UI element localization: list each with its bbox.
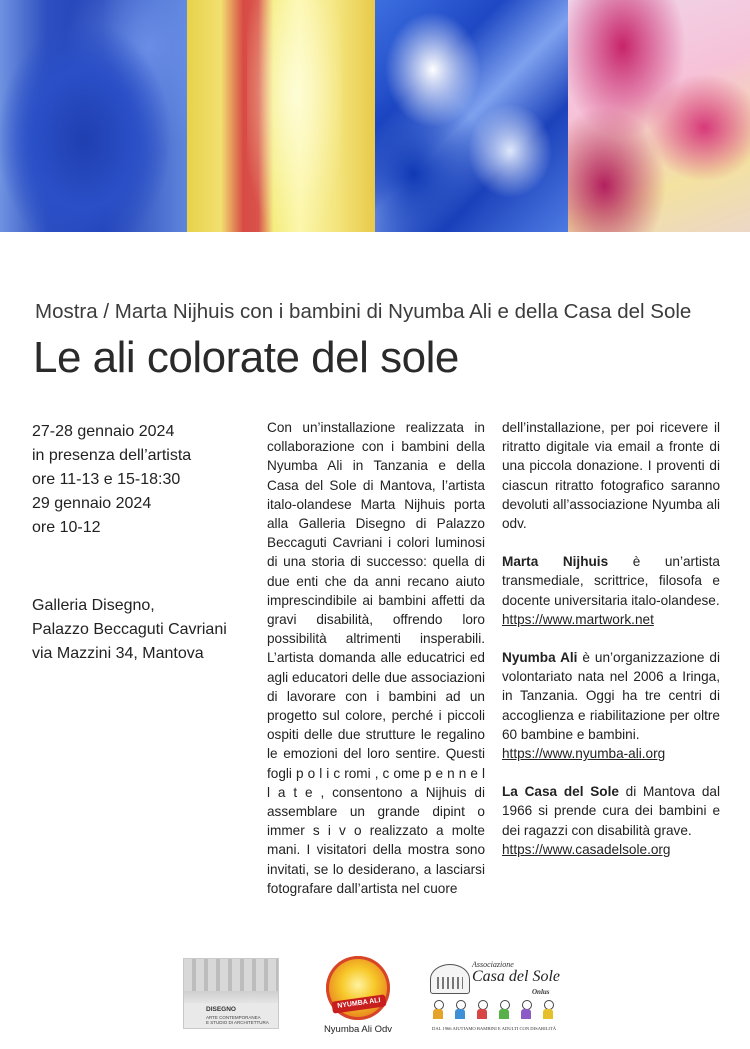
bio-nyumba-text: è un’organizzazione di volontariato nata nel 2006 a Iringa, in Tanzania. Oggi ha tre centri di accoglienza e riabilitazione per oltre 60 bambine e bambini. [502, 650, 720, 742]
exhibition-subtitle: Mostra / Marta Nijhuis con i bambini di Nyumba Ali e della Casa del Sole [35, 300, 692, 323]
venue-line: Palazzo Beccaguti Cavriani [32, 621, 227, 638]
artwork-banner [0, 0, 750, 232]
bio-casa [502, 782, 720, 840]
schedule-line: ore 10-12 [32, 519, 101, 536]
artwork-panel-yellow-red [187, 0, 375, 232]
bio-casa-text: di Mantova dal 1966 si prende cura dei bambini e dei ragazzi con disabilità grave. [502, 784, 720, 838]
venue-line: via Mazzini 34, Mantova [32, 645, 204, 662]
house-icon [430, 964, 470, 994]
gallery-arch-image [184, 959, 278, 1003]
bio-marta-text: è un’artista transmediale, scrittrice, filosofa e docente universitaria italo-olandese. [502, 554, 720, 608]
schedule-line: 29 gennaio 2024 [32, 495, 152, 512]
disegno-logo [183, 958, 279, 1029]
bio-nyumba-name: Nyumba Ali [502, 650, 578, 666]
schedule [32, 420, 252, 540]
link-casa-del-sole[interactable]: https://www.casadelsole.org [502, 841, 671, 857]
bios-column [502, 418, 720, 859]
schedule-line: 27-28 gennaio 2024 [32, 423, 175, 440]
disegno-logo-subtitle: ARTE CONTEMPORANEA E STUDIO DI ARCHITETTURA [206, 1015, 269, 1025]
nyumba-ali-logo [318, 952, 398, 1049]
casa-logo-onlus: Onlus [532, 988, 550, 996]
casa-logo-footer: DAL 1966 AIUTIAMO BAMBINI E ADULTI CON DISABILITÀ [432, 1026, 557, 1031]
bio-casa-name: La Casa del Sole [502, 784, 619, 800]
nyumba-logo-band: NYUMBA ALI [331, 994, 386, 1013]
exhibition-title: Le ali colorate del sole [33, 333, 459, 382]
description-continuation-space: dell’installazione, per poi ricevere il ritratto digitale via email a fronte di una piccola donazione. I proventi di ciascun ritratto fotografico saranno devoluti all’associazione Nyumba ali odv. [502, 420, 720, 532]
schedule-line: in presenza dell’artista [32, 447, 192, 464]
bio-marta-name: Marta Nijhuis [502, 554, 609, 570]
bio-marta [502, 552, 720, 610]
artwork-panel-blue [0, 0, 187, 232]
children-figures-icon [432, 1000, 564, 1022]
description-text [267, 418, 485, 898]
description-paragraph: Con un’installazione realizzata in collaborazione con i bambini della Nyumba Ali in Tanzania e della Casa del Sole di Mantova, l’artista italo-olandese Marta Nijhuis porta alla Galleria Disegno di Palazzo Beccaguti Cavriani i colori luminosi di una storia di successo: quella di due enti che da anni recano aiuto imprescindibile ai bambini affetti da gravi disabilità, offrendo loro possibilità altrimenti insperabili. L’artista domanda alle educatrici ed agli educatori delle due associazioni di lavorare con i bambini ad un progetto sul colore, perché i piccoli ospiti delle due strutture le regalino le emozioni del loro sentire. Questi fogli p o l i c romi , c ome p e n n e l l a t e , consentono a Nijhuis di assemblare un grande dipint o immer s i v o realizzato a molte mani. I visitatori della mostra sono invitati, se lo desiderano, a lasciarsi fotografare dall’artista nel cuore [267, 420, 485, 896]
casa-logo-assoc: Associazione [472, 960, 514, 969]
artwork-panel-blue-white [375, 0, 568, 232]
nyumba-logo-caption: Nyumba Ali Odv [323, 1024, 393, 1035]
venue-line: Galleria Disegno, [32, 597, 155, 614]
casa-del-sole-logo [428, 958, 568, 1038]
sponsor-logos [0, 950, 750, 1049]
casa-logo-name: Casa del Sole [472, 968, 560, 985]
venue-address [32, 594, 262, 666]
schedule-line: ore 11-13 e 15-18:30 [32, 471, 181, 488]
link-martwork[interactable]: https://www.martwork.net [502, 611, 654, 627]
link-nyumba-ali[interactable]: https://www.nyumba-ali.org [502, 746, 666, 762]
bio-nyumba [502, 648, 720, 744]
artwork-panel-pink [568, 0, 750, 232]
disegno-logo-title: DISEGNO [206, 1006, 236, 1013]
